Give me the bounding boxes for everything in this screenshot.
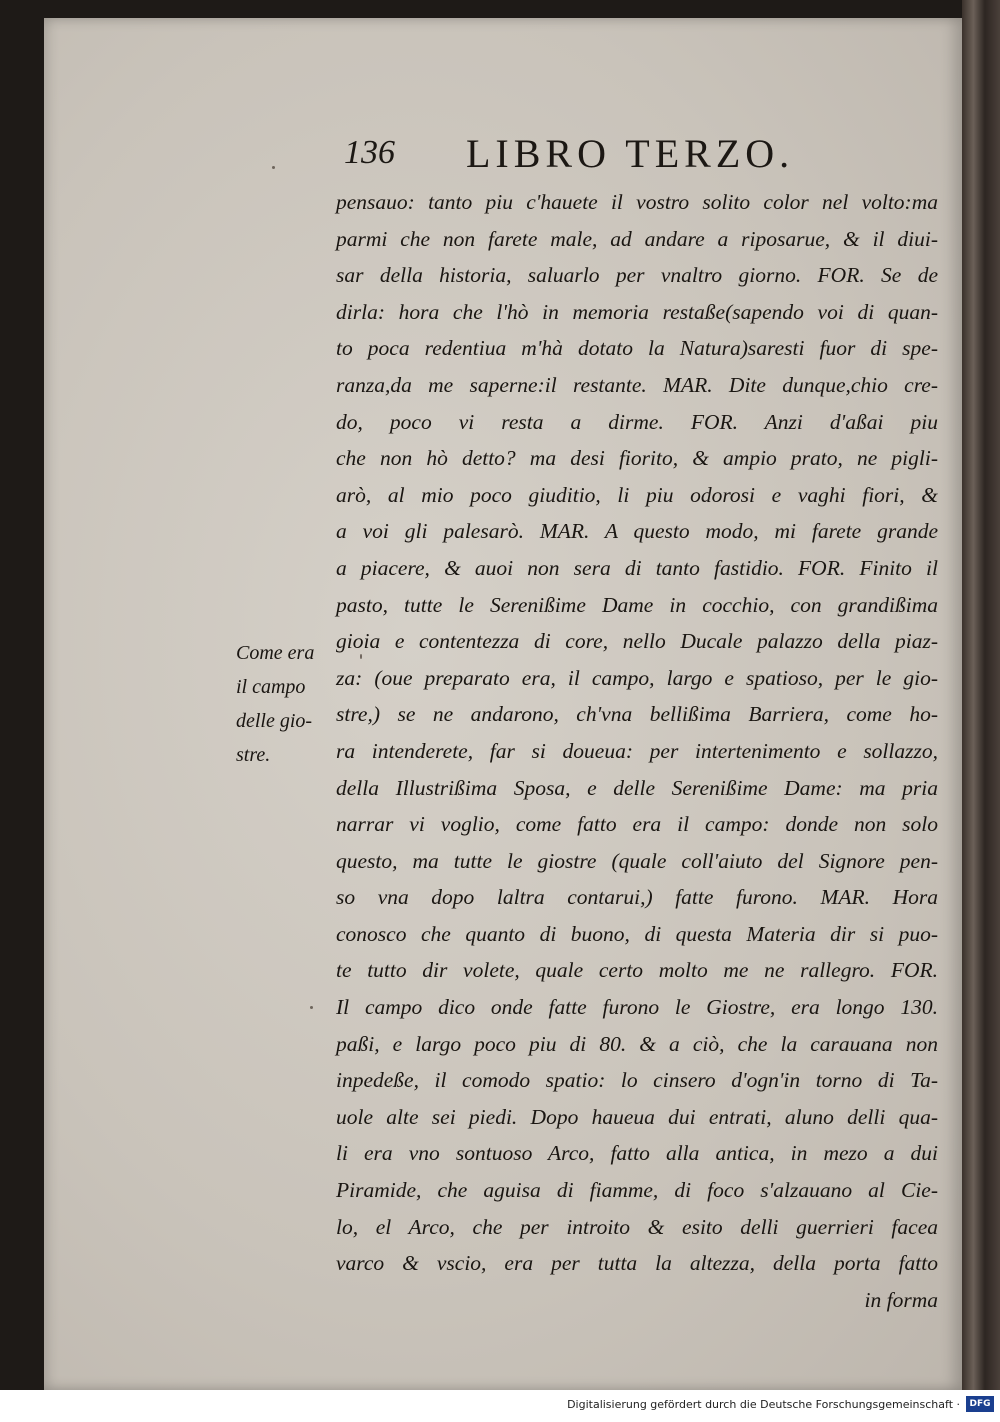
text-line: pasto, tutte le Serenißime Dame in cocchio, con grandißima <box>336 592 938 617</box>
text-line: che non hò detto? ma desi fiorito, & ampio prato, ne pigli- <box>336 446 938 471</box>
marginal-note-line: Come era <box>236 642 315 664</box>
text-line: ranza,da me saperne:il restante. MAR. Dite dunque,chio cre- <box>336 372 938 397</box>
text-line: li era vno sontuoso Arco, fatto alla antica, in mezo a dui <box>336 1141 938 1166</box>
text-line: conosco che quanto di buono, di questa Materia dir si puo- <box>336 921 938 946</box>
text-line: do, poco vi resta a dirme. FOR. Anzi d'aßai piu <box>336 409 938 434</box>
running-head: LIBRO TERZO. <box>466 131 795 176</box>
marginal-note-line: delle gio- <box>236 710 313 732</box>
text-line: Il campo dico onde fatte furono le Giostre, era longo 130. <box>336 995 938 1020</box>
body-text <box>336 184 938 1318</box>
text-line: a voi gli palesarò. MAR. A questo modo, mi farete grande <box>336 519 938 544</box>
marginal-note <box>236 636 332 772</box>
text-line: ra intenderete, far si doueua: per intertenimento e sollazzo, <box>336 738 938 763</box>
paper-speck <box>310 1006 313 1009</box>
funding-notice: Digitalisierung gefördert durch die Deutsche Forschungsgemeinschaft · <box>567 1398 960 1411</box>
catchword: in forma <box>864 1287 938 1312</box>
page-header <box>344 128 854 178</box>
marginal-note-line: il campo <box>236 676 306 698</box>
book-edge <box>962 0 1000 1390</box>
text-line: gioia e contentezza di core, nello Ducale palazzo della piaz- <box>336 629 938 654</box>
text-line: Piramide, che aguisa di fiamme, di foco s'alzauano al Cie- <box>336 1178 938 1203</box>
page-number: 136 <box>344 134 395 171</box>
text-line: inpedeße, il comodo spatio: lo cinsero d'ogn'in torno di Ta- <box>336 1068 938 1093</box>
text-line: a piacere, & auoi non sera di tanto fastidio. FOR. Finito il <box>336 555 938 580</box>
text-line: dirla: hora che l'hò in memoria restaße(sapendo voi di quan- <box>336 299 938 324</box>
text-line: stre,) se ne andarono, ch'vna bellißima Barriera, come ho- <box>336 702 938 727</box>
text-line: lo, el Arco, che per introito & esito delli guerrieri facea <box>336 1214 938 1239</box>
text-line: della Illustrißima Sposa, e delle Serenißime Dame: ma pria <box>336 775 938 800</box>
dfg-logo: DFG <box>966 1396 994 1412</box>
text-line: to poca redentiua m'hà dotato la Natura)saresti fuor di spe- <box>336 336 938 361</box>
paper-speck <box>272 166 275 169</box>
text-line: narrar vi voglio, come fatto era il campo: donde non solo <box>336 812 938 837</box>
text-line: questo, ma tutte le giostre (quale coll'aiuto del Signore pen- <box>336 848 938 873</box>
text-line: varco & vscio, era per tutta la altezza, della porta fatto <box>336 1251 938 1276</box>
text-line: uole alte sei piedi. Dopo haueua dui entrati, aluno delli qua- <box>336 1104 938 1129</box>
text-line: paßi, e largo poco piu di 80. & a ciò, che la carauana non <box>336 1031 938 1056</box>
text-line: sar della historia, saluarlo per vnaltro giorno. FOR. Se de <box>336 263 938 288</box>
marginal-note-line: stre. <box>236 744 271 766</box>
text-line: te tutto dir volete, quale certo molto me ne rallegro. FOR. <box>336 958 938 983</box>
text-line: arò, al mio poco giuditio, li piu odorosi e vaghi fiori, & <box>336 482 938 507</box>
text-line: so vna dopo laltra contarui,) fatte furono. MAR. Hora <box>336 885 938 910</box>
text-line: za: (oue preparato era, il campo, largo e spatioso, per le gio- <box>336 665 938 690</box>
text-line: parmi che non farete male, ad andare a riposarue, & il diui- <box>336 226 938 251</box>
text-line: pensauo: tanto piu c'hauete il vostro solito color nel volto:ma <box>336 190 938 214</box>
footer-bar <box>0 1390 1000 1422</box>
